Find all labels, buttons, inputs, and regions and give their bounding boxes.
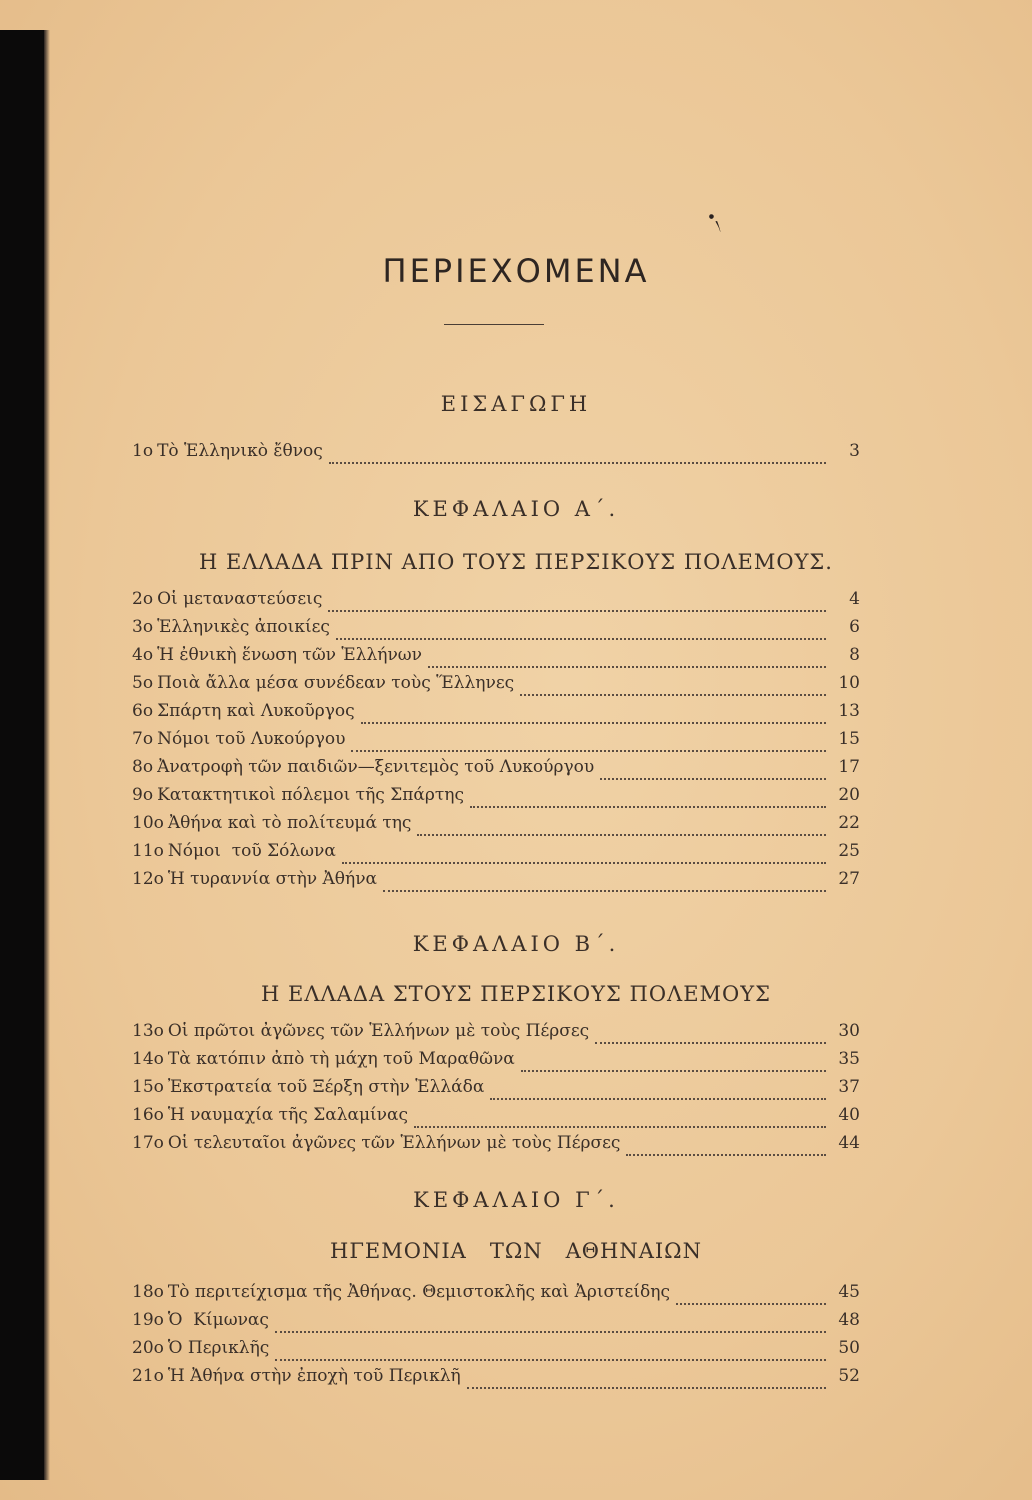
entry-page: 10 <box>838 673 860 693</box>
toc-entry[interactable] <box>132 785 860 813</box>
dot-leader <box>361 716 826 724</box>
dot-leader <box>342 856 826 864</box>
toc-entry[interactable] <box>132 1105 860 1133</box>
entry-title: Οἱ πρῶτοι ἀγῶνες τῶν Ἑλλήνων μὲ τοὺς Πέρσες <box>167 1021 590 1041</box>
entry-number: 18ο <box>132 1282 164 1302</box>
entry-number: 15ο <box>132 1077 164 1097</box>
entry-number: 9ο <box>132 785 154 805</box>
toc-entry[interactable] <box>132 729 860 757</box>
chapter-c-subtitle: ΗΓΕΜΟΝΙΑ ΤΩΝ ΑΘΗΝΑΙΩΝ <box>330 1239 702 1263</box>
entry-page: 17 <box>838 757 860 777</box>
entry-number: 20ο <box>132 1338 164 1358</box>
dot-leader <box>383 884 826 892</box>
entry-title: Ὁ Περικλῆς <box>167 1338 270 1358</box>
entry-number: 10ο <box>132 813 164 833</box>
dot-leader <box>275 1325 826 1333</box>
toc-entry[interactable] <box>132 1021 860 1049</box>
entry-number: 6ο <box>132 701 154 721</box>
entry-page: 52 <box>838 1366 860 1386</box>
entry-page: 15 <box>838 729 860 749</box>
toc-entry[interactable] <box>132 1077 860 1105</box>
chapter-a-heading: ΚΕΦΑΛΑΙΟ Α΄. <box>412 497 620 521</box>
entry-title: Τὰ κατόπιν ἀπὸ τὴ μάχη τοῦ Μαραθῶνα <box>167 1049 515 1069</box>
toc-entry[interactable] <box>132 869 860 897</box>
entry-title: Οἱ τελευταῖοι ἀγῶνες τῶν Ἑλλήνων μὲ τοὺς Πέρσες <box>167 1133 621 1153</box>
dot-leader <box>428 660 826 668</box>
dot-leader <box>467 1381 826 1389</box>
dot-leader <box>329 456 826 464</box>
entry-title: Νόμοι τοῦ Σόλωνα <box>167 841 336 861</box>
intro-heading: ΕΙΣΑΓΩΓΗ <box>440 392 592 416</box>
entry-number: 13ο <box>132 1021 164 1041</box>
toc-entry[interactable] <box>132 589 860 617</box>
entry-title: Ἡ τυραννία στὴν Ἀθήνα <box>167 869 378 889</box>
toc-entry[interactable] <box>132 673 860 701</box>
chapter-b-subtitle: Η ΕΛΛΑΔΑ ΣΤΟΥΣ ΠΕΡΣΙΚΟΥΣ ΠΟΛΕΜΟΥΣ <box>261 982 771 1006</box>
entry-number: 8ο <box>132 757 154 777</box>
entry-number: 11ο <box>132 841 164 861</box>
entry-number: 17ο <box>132 1133 164 1153</box>
entry-number: 12ο <box>132 869 164 889</box>
toc-entry[interactable] <box>132 1366 860 1394</box>
dot-leader <box>676 1297 826 1305</box>
dot-leader <box>275 1353 826 1361</box>
entry-page: 4 <box>849 589 860 609</box>
dot-leader <box>328 604 826 612</box>
toc-entry[interactable] <box>132 841 860 869</box>
entry-number: 21ο <box>132 1366 164 1386</box>
entry-number: 2ο <box>132 589 154 609</box>
dot-leader <box>626 1148 826 1156</box>
entry-title: Ἐκστρατεία τοῦ Ξέρξη στὴν Ἑλλάδα <box>167 1077 485 1097</box>
entry-title: Τὸ Ἑλληνικὸ ἔθνος <box>157 441 323 461</box>
chapter-b-heading: ΚΕΦΑΛΑΙΟ Β΄. <box>412 932 620 956</box>
entry-title: Ποιὰ ἄλλα μέσα συνέδεαν τοὺς Ἕλληνες <box>157 673 515 693</box>
dot-leader <box>521 1064 826 1072</box>
entry-page: 45 <box>838 1282 860 1302</box>
entry-page: 30 <box>838 1021 860 1041</box>
entry-title: Ἡ ἐθνικὴ ἕνωση τῶν Ἑλλήνων <box>157 645 422 665</box>
entry-page: 37 <box>838 1077 860 1097</box>
toc-entry[interactable] <box>132 757 860 785</box>
title-divider <box>444 324 544 325</box>
toc-entry[interactable] <box>132 645 860 673</box>
dot-leader <box>417 828 826 836</box>
entry-title: Ἀνατροφὴ τῶν παιδιῶν—ξενιτεμὸς τοῦ Λυκούργου <box>157 757 595 777</box>
entry-number: 1ο <box>132 441 154 461</box>
dot-leader <box>336 632 826 640</box>
dot-leader <box>470 800 826 808</box>
dot-leader <box>414 1120 826 1128</box>
entry-page: 25 <box>838 841 860 861</box>
entry-number: 16ο <box>132 1105 164 1125</box>
entry-number: 19ο <box>132 1310 164 1330</box>
dot-leader <box>351 744 826 752</box>
entry-number: 14ο <box>132 1049 164 1069</box>
toc-entry[interactable] <box>132 441 860 469</box>
entry-page: 44 <box>838 1133 860 1153</box>
toc-entry[interactable] <box>132 1133 860 1161</box>
dot-leader <box>595 1036 826 1044</box>
entry-page: 27 <box>838 869 860 889</box>
entry-title: Ἑλληνικὲς ἀποικίες <box>157 617 330 637</box>
dot-leader <box>600 772 826 780</box>
entry-page: 8 <box>849 645 860 665</box>
entry-page: 20 <box>838 785 860 805</box>
chapter-a-subtitle: Η ΕΛΛΑΔΑ ΠΡΙΝ ΑΠΟ ΤΟΥΣ ΠΕΡΣΙΚΟΥΣ ΠΟΛΕΜΟΥΣ. <box>199 550 833 574</box>
entry-page: 40 <box>838 1105 860 1125</box>
entry-title: Οἱ μεταναστεύσεις <box>157 589 323 609</box>
toc-entry[interactable] <box>132 813 860 841</box>
chapter-c-heading: ΚΕΦΑΛΑΙΟ Γ΄. <box>413 1188 619 1212</box>
entry-title: Σπάρτη καὶ Λυκοῦργος <box>157 701 355 721</box>
entry-page: 35 <box>838 1049 860 1069</box>
entry-number: 5ο <box>132 673 154 693</box>
toc-entry[interactable] <box>132 1310 860 1338</box>
toc-entry[interactable] <box>132 1282 860 1310</box>
entry-number: 4ο <box>132 645 154 665</box>
entry-page: 3 <box>849 441 860 461</box>
dot-leader <box>490 1092 826 1100</box>
toc-entry[interactable] <box>132 1049 860 1077</box>
toc-entry[interactable] <box>132 617 860 645</box>
entry-page: 22 <box>838 813 860 833</box>
toc-entry[interactable] <box>132 1338 860 1366</box>
entry-number: 7ο <box>132 729 154 749</box>
dot-leader <box>520 688 826 696</box>
entry-page: 48 <box>838 1310 860 1330</box>
entry-title: Νόμοι τοῦ Λυκούργου <box>157 729 346 749</box>
entry-title: Ἡ Ἀθήνα στὴν ἐποχὴ τοῦ Περικλῆ <box>167 1366 461 1386</box>
entry-page: 13 <box>838 701 860 721</box>
toc-entry[interactable] <box>132 701 860 729</box>
entry-title: Κατακτητικοὶ πόλεμοι τῆς Σπάρτης <box>157 785 464 805</box>
entry-title: Ἡ ναυμαχία τῆς Σαλαμίνας <box>167 1105 408 1125</box>
page-title: ΠΕΡΙΕΧΟΜΕΝΑ <box>382 252 650 290</box>
ink-mark: •৲ <box>703 206 729 231</box>
entry-title: Ἀθήνα καὶ τὸ πολίτευμά της <box>167 813 412 833</box>
entry-page: 6 <box>849 617 860 637</box>
entry-number: 3ο <box>132 617 154 637</box>
entry-title: Ὁ Κίμωνας <box>167 1310 269 1330</box>
entry-title: Τὸ περιτείχισμα τῆς Ἀθήνας. Θεμιστοκλῆς καὶ Ἀριστείδης <box>167 1282 670 1302</box>
entry-page: 50 <box>838 1338 860 1358</box>
